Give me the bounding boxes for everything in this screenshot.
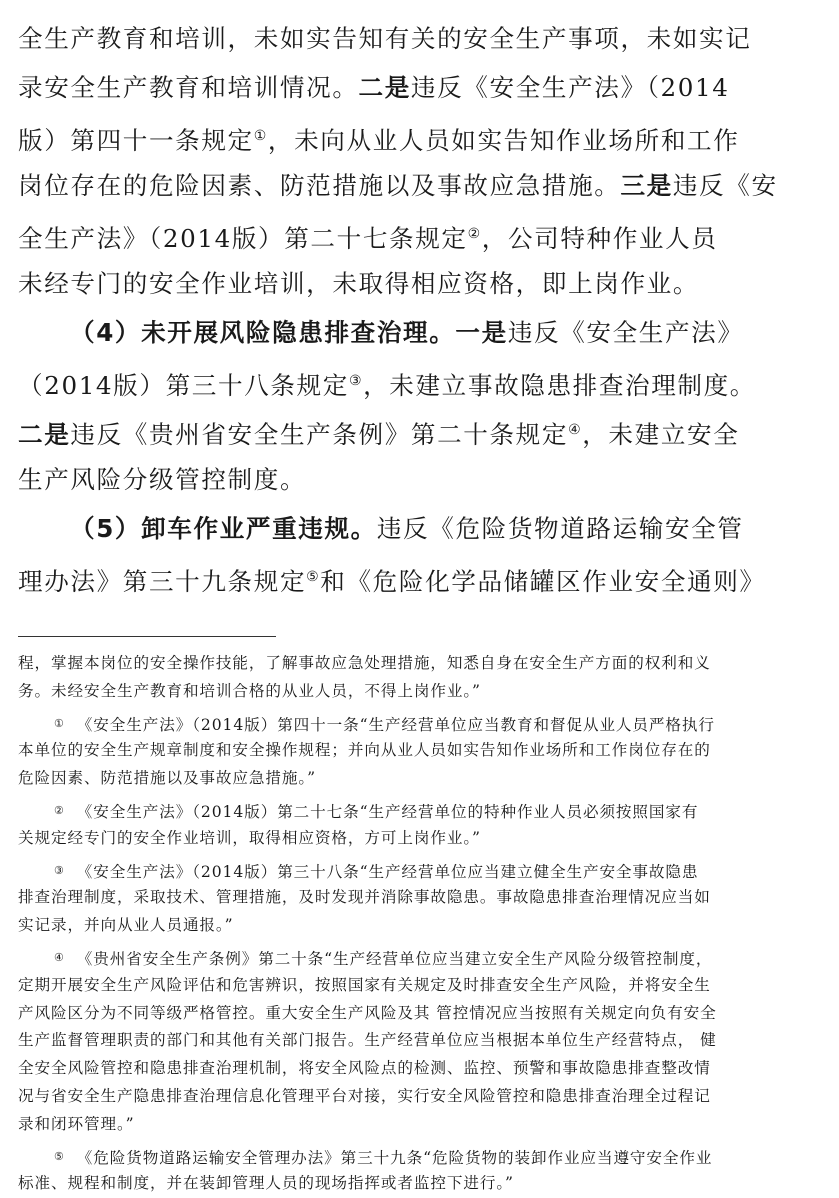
body-line bbox=[18, 406, 823, 455]
footnote-line bbox=[18, 678, 823, 706]
text-segment: 违反《安全生产法》（2014 bbox=[410, 73, 730, 102]
footnote-line bbox=[18, 884, 823, 912]
footnote-line bbox=[18, 765, 823, 793]
emphasis-text: （4）未开展风险隐患排查治理。一是 bbox=[70, 318, 508, 347]
footnote-marker: ③ bbox=[348, 373, 364, 389]
body-text bbox=[18, 14, 823, 602]
text-segment: 和《危险化学品储罐区作业安全通则》 bbox=[320, 567, 766, 596]
footnote-text: 程，掌握本岗位的安全操作技能，了解事故应急处理措施，知悉自身在安全生产方面的权利和义 bbox=[18, 654, 711, 672]
footnote-text: 排查治理制度，采取技术、管理措施，及时发现并消除事故隐患。事故隐患排查治理情况应当如 bbox=[18, 888, 711, 907]
footnote-line bbox=[18, 1143, 823, 1171]
text-segment: 违反《安 bbox=[672, 171, 778, 200]
footnote-text: 务。未经安全生产教育和培训合格的从业人员，不得上岗作业。” bbox=[18, 681, 481, 700]
body-line bbox=[18, 455, 823, 504]
text-segment: ，未建立事故隐患排查治理制度。 bbox=[363, 371, 757, 400]
text-segment: ，未向从业人员如实告知作业场所和工作 bbox=[267, 126, 740, 155]
footnote-text: 危险因素、防范措施以及事故应急措施。” bbox=[18, 769, 316, 788]
footnote-line bbox=[18, 857, 823, 885]
footnote-text: 标准、规程和制度，并在装卸管理人员的现场指挥或者监控下进行。” bbox=[18, 1174, 514, 1193]
footnote-line bbox=[18, 912, 823, 940]
text-segment: ，公司特种作业人员 bbox=[481, 224, 718, 253]
text-segment: 生产风险分级管控制度。 bbox=[18, 465, 307, 494]
footnote-text: 况与省安全生产隐患排查治理信息化管理平台对接，实行安全风险管控和隐患排查治理全过程记 bbox=[18, 1086, 711, 1105]
footnote-line bbox=[18, 1083, 823, 1111]
footnote-marker: ② bbox=[467, 226, 482, 242]
footnote-text: 《安全生产法》（2014版）第三十八条“生产经营单位应当建立健全生产安全事故隐患 bbox=[76, 862, 699, 881]
text-segment: ，未建立安全 bbox=[582, 420, 740, 449]
footnote-number: ② bbox=[54, 803, 65, 817]
body-line bbox=[18, 63, 823, 112]
footnote-number: ③ bbox=[54, 863, 65, 877]
footnote-number: ⑤ bbox=[54, 1149, 65, 1163]
footnote-marker: ④ bbox=[568, 422, 583, 438]
footnote-line bbox=[18, 797, 823, 825]
footnote-marker: ⑤ bbox=[306, 569, 321, 585]
text-segment: 全生产教育和培训，未如实告知有关的安全生产事项，未如实记 bbox=[18, 24, 752, 53]
text-segment: 岗位存在的危险因素、防范措施以及事故应急措施。 bbox=[18, 171, 621, 200]
emphasis-text: （5）卸车作业严重违规。 bbox=[70, 514, 377, 543]
footnote-text: 《安全生产法》（2014版）第二十七条“生产经营单位的特种作业人员必须按照国家有 bbox=[76, 802, 699, 821]
body-line bbox=[18, 161, 823, 210]
text-segment: 录安全生产教育和培训情况。 bbox=[18, 73, 359, 102]
footnote-line bbox=[18, 1000, 823, 1028]
footnote-text: 产风险区分为不同等级严格管控。重大安全生产风险及其 管控情况应当按照有关规定向负有安全 bbox=[18, 1003, 717, 1022]
footnote-number: ① bbox=[54, 716, 65, 730]
text-segment: 理办法》第三十九条规定 bbox=[18, 567, 307, 596]
footnote-divider bbox=[18, 636, 276, 637]
footnote-text: 《危险货物道路运输安全管理办法》第三十九条“危险货物的装卸作业应当遵守安全作业 bbox=[76, 1148, 713, 1167]
footnote-line bbox=[18, 1055, 823, 1083]
footnote-line bbox=[18, 1170, 823, 1198]
text-segment: 版）第四十一条规定 bbox=[18, 126, 254, 155]
text-segment: （2014版）第三十八条规定 bbox=[18, 371, 349, 400]
emphasis-text: 二是 bbox=[358, 73, 411, 102]
body-line bbox=[18, 308, 823, 357]
body-line bbox=[18, 553, 823, 602]
footnote-number: ④ bbox=[54, 950, 65, 964]
body-line bbox=[18, 112, 823, 161]
text-segment: 全生产法》（2014版）第二十七条规定 bbox=[18, 224, 468, 253]
footnote-marker: ① bbox=[253, 128, 268, 144]
footnote-text: 实记录，并向从业人员通报。” bbox=[18, 916, 234, 935]
text-segment: 违反《安全生产法》 bbox=[507, 318, 744, 347]
emphasis-text: 二是 bbox=[18, 420, 71, 449]
footnote-text: 生产监督管理职责的部门和其他有关部门报告。生产经营单位应当根据本单位生产经营特点， 健 bbox=[18, 1031, 717, 1050]
footnote-line bbox=[18, 1027, 823, 1055]
footnote-text: 全安全风险管控和隐患排查治理机制，将安全风险点的检测、监控、预警和事故隐患排查整改情 bbox=[18, 1059, 711, 1078]
emphasis-text: 三是 bbox=[620, 171, 673, 200]
body-line bbox=[18, 504, 823, 553]
footnote-line bbox=[18, 972, 823, 1000]
footnote-text: 《安全生产法》（2014版）第四十一条“生产经营单位应当教育和督促从业人员严格执行 bbox=[76, 715, 715, 734]
footnote-text: 本单位的安全生产规章制度和安全操作规程；并向从业人员如实告知作业场所和工作岗位存在的 bbox=[18, 741, 711, 760]
body-line bbox=[18, 259, 823, 308]
text-segment: 违反《贵州省安全生产条例》第二十条规定 bbox=[70, 420, 569, 449]
footnote-line bbox=[18, 944, 823, 972]
footnote-text: 《贵州省安全生产条例》第二十条“生产经营单位应当建立安全生产风险分级管控制度， bbox=[76, 949, 713, 968]
footnote-line bbox=[18, 825, 823, 853]
body-line bbox=[18, 210, 823, 259]
footnote-text: 录和闭环管理。” bbox=[18, 1114, 135, 1133]
footnote-line bbox=[18, 737, 823, 765]
footnote-text: 关规定经专门的安全作业培训，取得相应资格，方可上岗作业。” bbox=[18, 828, 481, 847]
footnotes bbox=[18, 650, 823, 1198]
text-segment: 违反《危险货物道路运输安全管 bbox=[376, 514, 744, 543]
footnote-line bbox=[18, 650, 823, 678]
body-line bbox=[18, 357, 823, 406]
text-segment: 未经专门的安全作业培训，未取得相应资格，即上岗作业。 bbox=[18, 269, 700, 298]
footnote-line bbox=[18, 710, 823, 738]
body-line bbox=[18, 14, 823, 63]
footnote-text: 定期开展安全生产风险评估和危害辨识，按照国家有关规定及时排查安全生产风险，并将安全生 bbox=[18, 975, 711, 994]
footnote-line bbox=[18, 1111, 823, 1139]
